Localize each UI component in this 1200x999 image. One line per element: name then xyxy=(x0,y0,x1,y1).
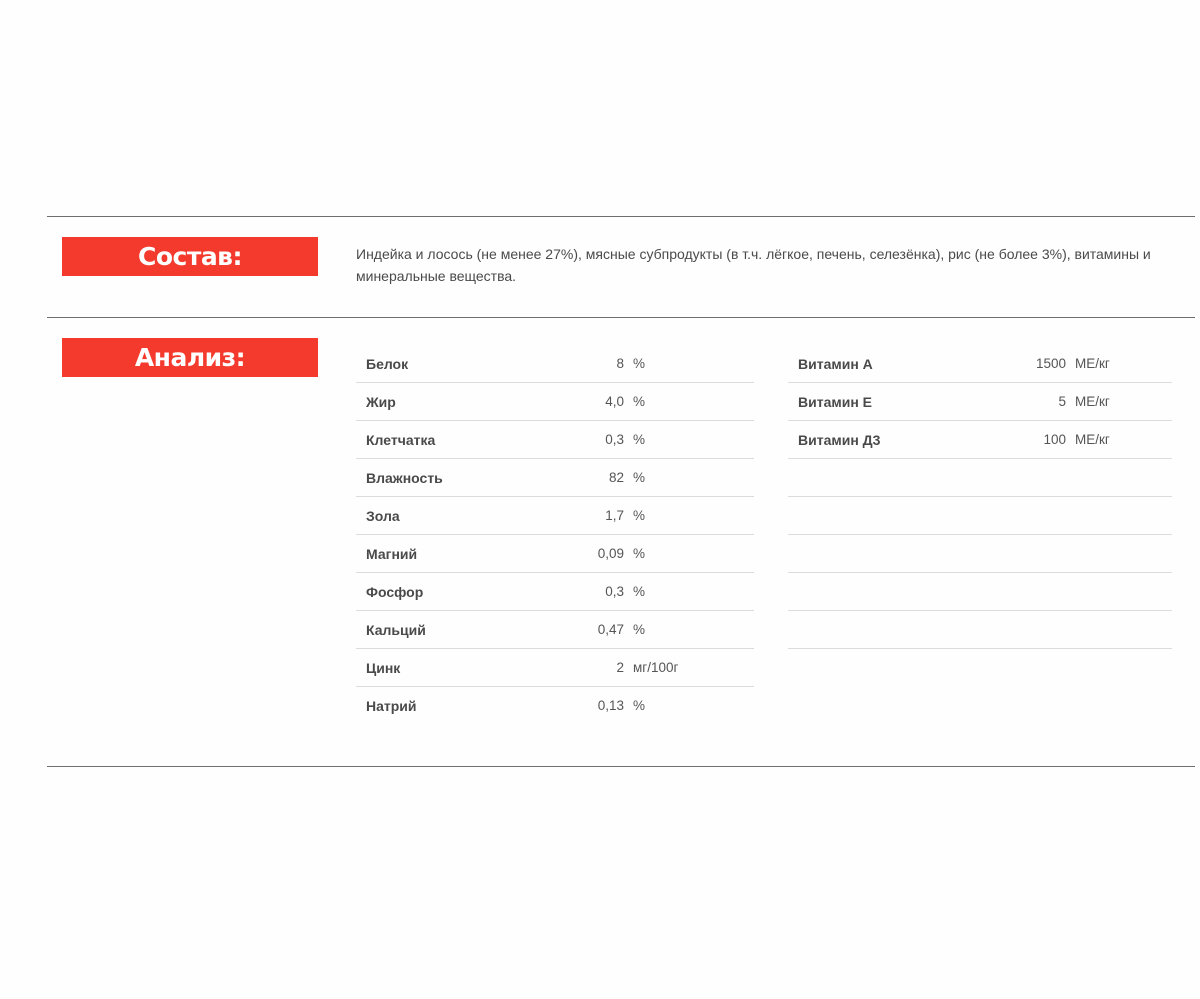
table-row xyxy=(788,535,1172,573)
nutrient-name: Витамин А xyxy=(798,356,873,372)
nutrient-name: Фосфор xyxy=(366,584,424,600)
table-row xyxy=(356,383,754,421)
table-row xyxy=(788,459,1172,497)
table-row xyxy=(788,497,1172,535)
nutrient-table xyxy=(356,345,754,724)
nutrient-unit: % xyxy=(633,508,646,523)
nutrient-unit: МЕ/кг xyxy=(1075,394,1110,409)
divider-top xyxy=(47,216,1195,217)
table-row xyxy=(788,573,1172,611)
nutrient-value: 4,0 xyxy=(605,394,624,409)
nutrient-value: 0,3 xyxy=(605,432,624,447)
nutrient-value: 2 xyxy=(616,660,624,675)
nutrient-value: 1,7 xyxy=(605,508,624,523)
composition-text: Индейка и лосось (не менее 27%), мясные субпродукты (в т.ч. лёгкое, печень, селезёнка), рис (не более 3%), витамины и минеральные вещества. xyxy=(356,246,1151,284)
nutrient-value: 5 xyxy=(1058,394,1066,409)
nutrient-unit: % xyxy=(633,622,646,637)
nutrient-unit: % xyxy=(633,546,646,561)
nutrient-name: Клетчатка xyxy=(366,432,436,448)
composition-heading: Состав: xyxy=(62,237,318,276)
nutrient-name: Натрий xyxy=(366,698,417,714)
nutrient-unit: % xyxy=(633,394,646,409)
nutrient-unit: МЕ/кг xyxy=(1075,432,1110,447)
nutrient-name: Магний xyxy=(366,546,418,562)
nutrient-value: 0,47 xyxy=(597,622,624,637)
nutrient-value: 0,09 xyxy=(597,546,624,561)
table-row xyxy=(788,383,1172,421)
nutrient-name: Кальций xyxy=(366,622,426,638)
analysis-heading: Анализ: xyxy=(62,338,318,377)
nutrient-unit: мг/100г xyxy=(633,660,679,675)
table-row xyxy=(356,649,754,687)
divider-middle xyxy=(47,317,1195,318)
nutrient-unit: % xyxy=(633,698,646,713)
nutrient-name: Зола xyxy=(366,508,400,524)
nutrient-name: Белок xyxy=(366,356,409,372)
nutrient-unit: МЕ/кг xyxy=(1075,356,1110,371)
nutrient-name: Витамин Е xyxy=(798,394,873,410)
vitamin-table xyxy=(788,345,1172,686)
table-row xyxy=(356,345,754,383)
table-row xyxy=(356,497,754,535)
nutrient-value: 0,13 xyxy=(597,698,624,713)
table-row xyxy=(788,421,1172,459)
table-row xyxy=(788,649,1172,686)
table-row xyxy=(356,611,754,649)
table-row xyxy=(356,573,754,611)
nutrient-value: 0,3 xyxy=(605,584,624,599)
nutrient-value: 8 xyxy=(616,356,624,371)
nutrient-name: Цинк xyxy=(366,660,401,676)
table-row xyxy=(356,687,754,724)
table-row xyxy=(788,611,1172,649)
nutrient-unit: % xyxy=(633,470,646,485)
table-row xyxy=(356,421,754,459)
table-row xyxy=(356,535,754,573)
table-row xyxy=(788,345,1172,383)
nutrient-value: 1500 xyxy=(1035,356,1066,371)
nutrient-value: 82 xyxy=(608,470,624,485)
divider-bottom xyxy=(47,766,1195,767)
nutrient-name: Влажность xyxy=(366,470,443,486)
nutrient-name: Жир xyxy=(366,394,396,410)
nutrient-unit: % xyxy=(633,356,646,371)
nutrient-unit: % xyxy=(633,432,646,447)
nutrient-name: Витамин Д3 xyxy=(798,432,881,448)
nutrient-unit: % xyxy=(633,584,646,599)
table-row xyxy=(356,459,754,497)
nutrient-value: 100 xyxy=(1043,432,1066,447)
